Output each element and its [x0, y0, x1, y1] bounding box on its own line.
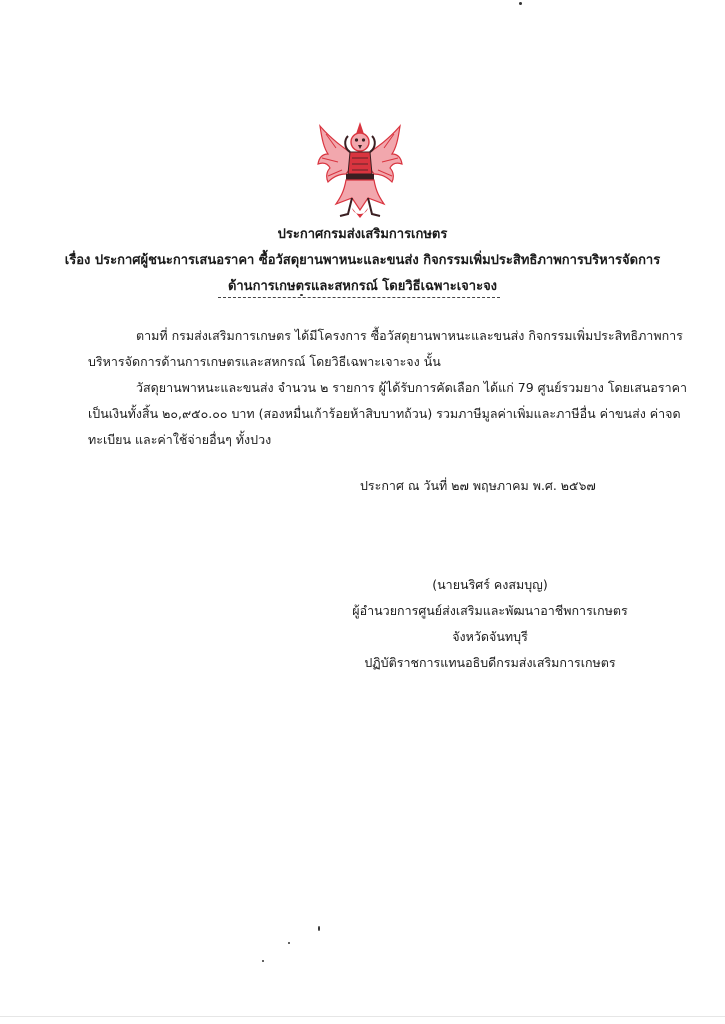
subject-line-2: ด้านการเกษตรและสหกรณ์ โดยวิธีเฉพาะเจาะจง: [227, 279, 498, 294]
scan-speck: [288, 942, 290, 944]
garuda-emblem-icon: [314, 118, 406, 220]
agency-heading: ประกาศกรมส่งเสริมการเกษตร: [277, 227, 448, 242]
scan-speck: [519, 2, 522, 5]
scan-speck: [300, 294, 303, 296]
paragraph-2-line-3: ทะเบียน และค่าใช้จ่ายอื่นๆ ทั้งปวง: [88, 432, 272, 447]
paragraph-2-line-2: เป็นเงินทั้งสิ้น ๒๐,๙๕๐.๐๐ บาท (สองหมื่นเก้าร้อยห้าสิบบาทถ้วน) รวมภาษีมูลค่าเพิ่มและภาษีอื่น ค่าขนส่ง ค่าจด: [88, 406, 681, 421]
scan-speck: [262, 960, 264, 962]
paragraph-2-line-1: วัสดุยานพาหนะและขนส่ง จำนวน ๒ รายการ ผู้ได้รับการคัดเลือก ได้แก่ 79 ศูนย์รวมยาง โดยเสนอราคา: [136, 380, 688, 395]
paragraph-1-line-1: ตามที่ กรมส่งเสริมการเกษตร ได้มีโครงการ ซื้อวัสดุยานพาหนะและขนส่ง กิจกรรมเพิ่มประสิทธิภาพการ: [136, 328, 683, 343]
signer-province: จังหวัดจันทบุรี: [452, 629, 528, 644]
subject-line-1: เรื่อง ประกาศผู้ชนะการเสนอราคา ซื้อวัสดุยานพาหนะและขนส่ง กิจกรรมเพิ่มประสิทธิภาพการบริหารจัดการ: [64, 253, 661, 268]
signer-acting-for: ปฏิบัติราชการแทนอธิบดีกรมส่งเสริมการเกษตร: [364, 655, 616, 670]
paragraph-1-line-2: บริหารจัดการด้านการเกษตรและสหกรณ์ โดยวิธีเฉพาะเจาะจง นั้น: [88, 354, 441, 369]
signer-name: (นายนริศร์ คงสมบุญ): [432, 577, 548, 592]
scan-bottom-edge: [0, 1016, 725, 1017]
section-divider: [218, 297, 500, 298]
announcement-date: ประกาศ ณ วันที่ ๒๗ พฤษภาคม พ.ศ. ๒๕๖๗: [360, 478, 596, 493]
scan-speck: [318, 926, 320, 931]
signer-position: ผู้อำนวยการศูนย์ส่งเสริมและพัฒนาอาชีพการเกษตร: [352, 603, 628, 618]
